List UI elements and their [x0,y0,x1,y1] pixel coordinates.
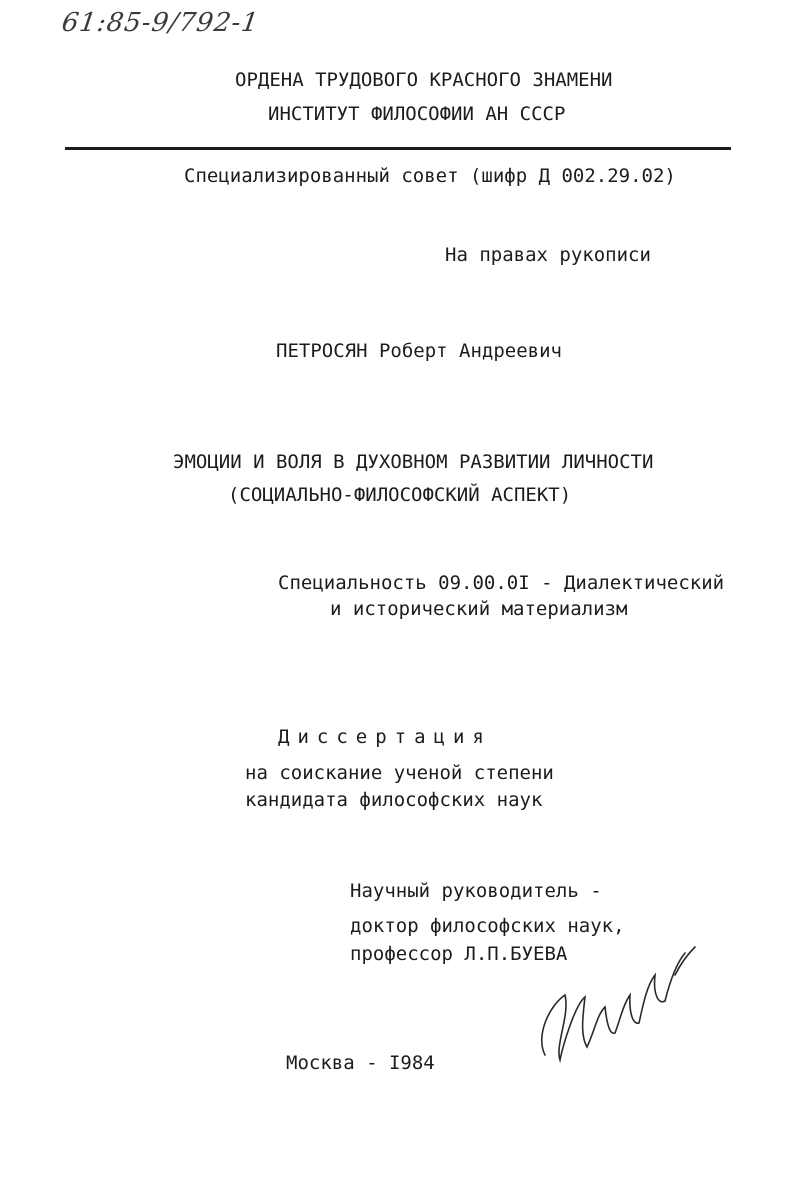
header-line-1: ОРДЕНА ТРУДОВОГО КРАСНОГО ЗНАМЕНИ [235,69,613,91]
supervisor-line-3: профессор Л.П.БУЕВА [350,943,568,965]
archive-mark: 61:85-9/792-1 [59,8,262,38]
header-line-2: ИНСТИТУТ ФИЛОСОФИИ АН СССР [268,103,566,125]
degree-line-2: кандидата философских наук [245,789,543,811]
degree-line-1: на соискание ученой степени [245,762,554,784]
header-divider [65,147,731,150]
dissertation-label: Диссертация [278,726,492,748]
specialty-line-2: и исторический материализм [330,598,628,620]
title-line-2: (СОЦИАЛЬНО-ФИЛОСОФСКИЙ АСПЕКТ) [228,484,572,506]
place-year: Москва - I984 [286,1052,435,1074]
title-line-1: ЭМОЦИИ И ВОЛЯ В ДУХОВНОМ РАЗВИТИИ ЛИЧНОСТИ [173,451,654,473]
handwritten-signature [525,935,705,1075]
council-line: Специализированный совет (шифр Д 002.29.02) [184,165,676,187]
author-name: ПЕТРОСЯН Роберт Андреевич [276,340,562,362]
supervisor-line-1: Научный руководитель - [350,880,602,902]
manuscript-note: На правах рукописи [445,244,651,266]
supervisor-line-2: доктор философских наук, [350,915,625,937]
specialty-line-1: Специальность 09.00.0I - Диалектический [278,572,725,594]
